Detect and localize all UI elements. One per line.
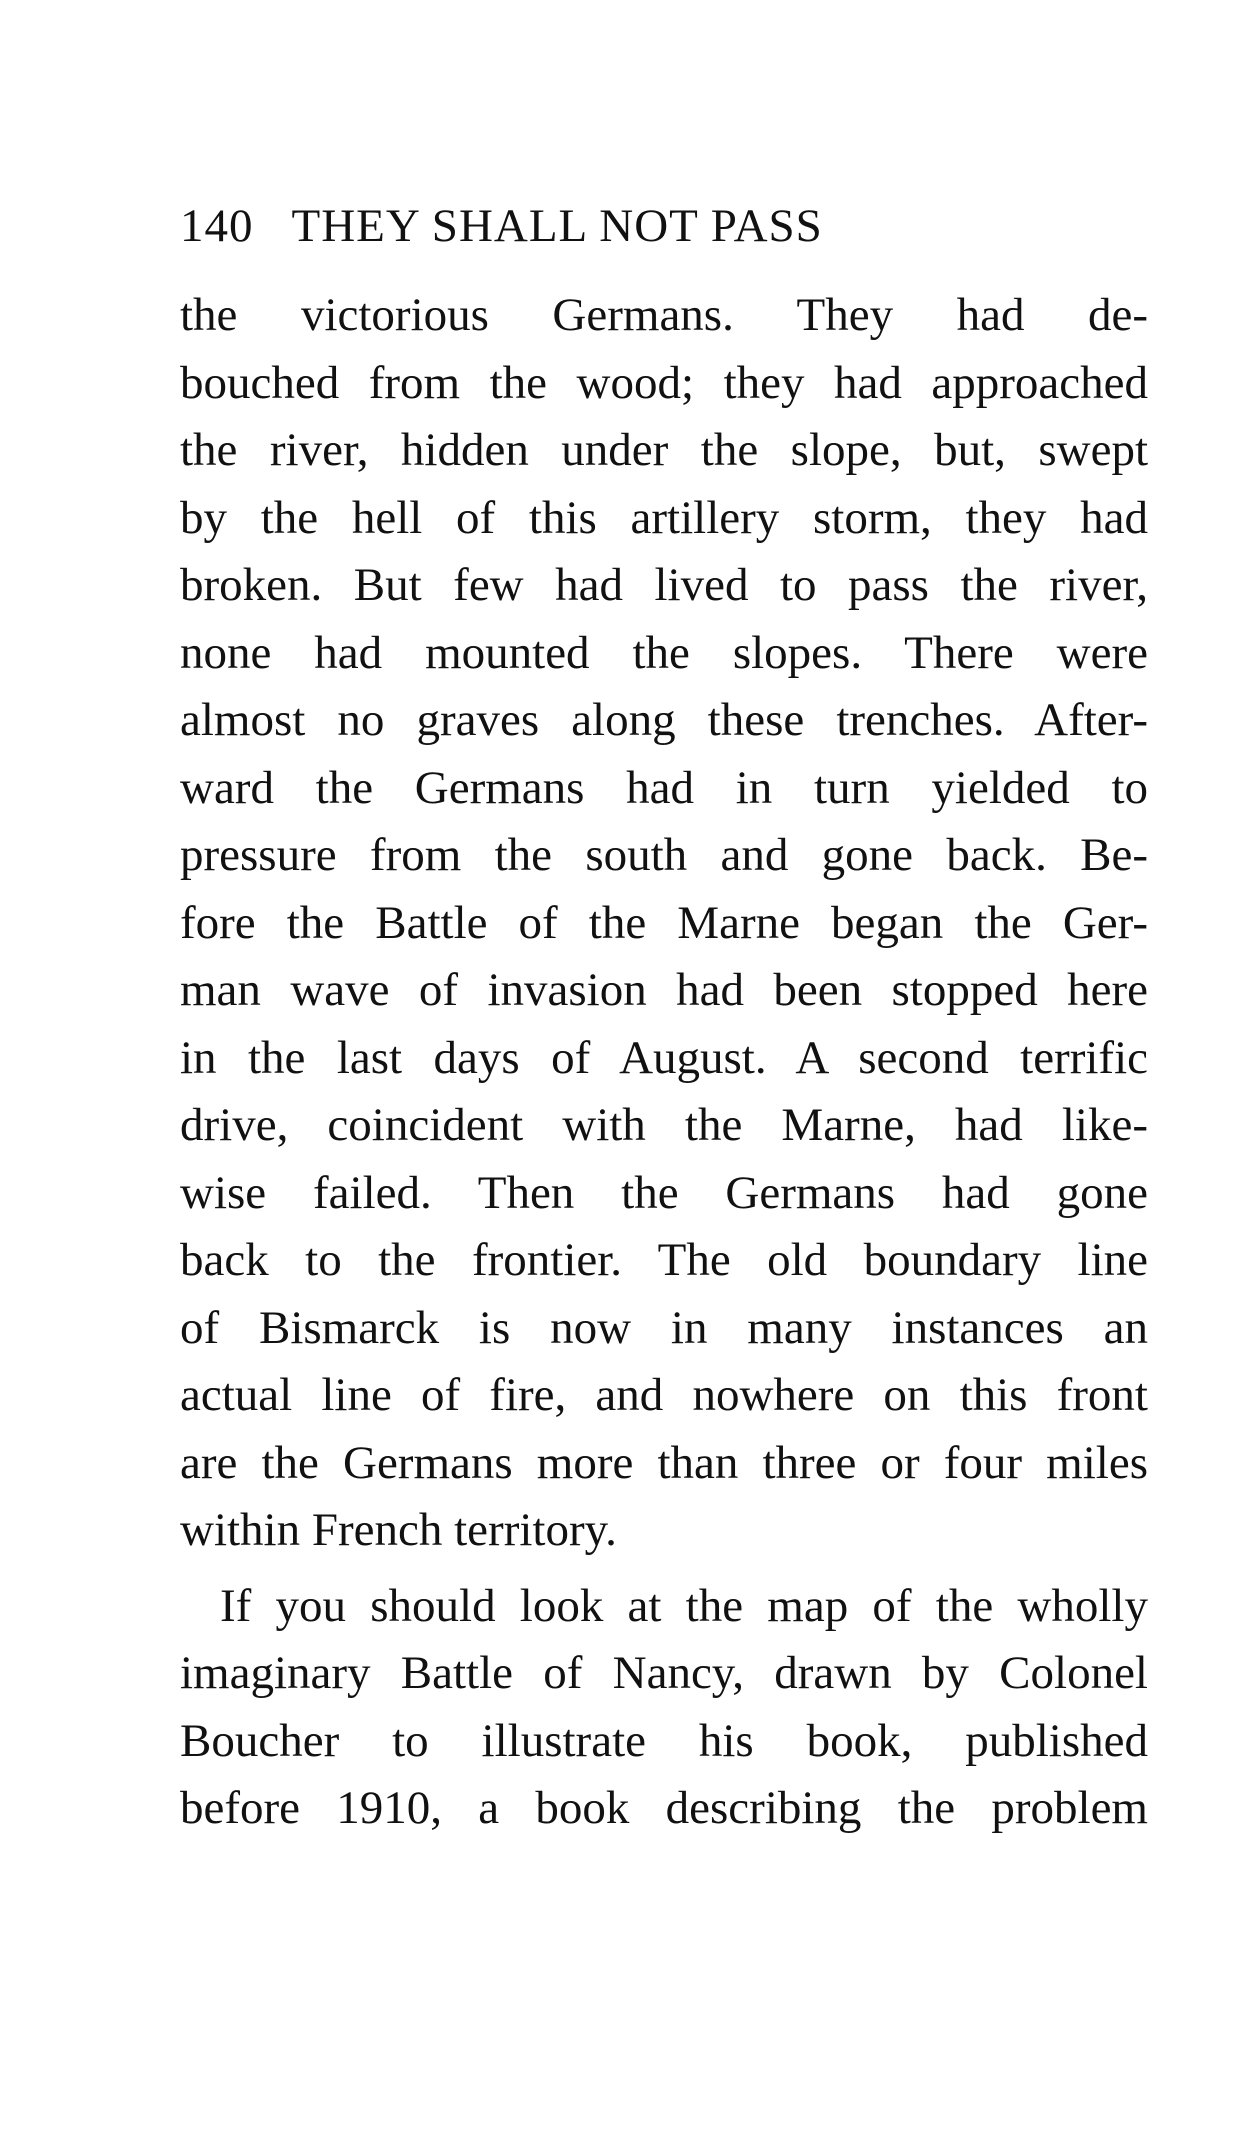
page-number: 140 xyxy=(180,200,254,252)
text-line: the victorious Germans. They had de- xyxy=(180,289,1148,341)
text-line: almost no graves along these trenches. After- xyxy=(180,694,1148,746)
text-line: drive, coincident with the Marne, had like- xyxy=(180,1099,1148,1151)
text-line: by the hell of this artillery storm, they had xyxy=(180,491,1148,544)
text-line: fore the Battle of the Marne began the Ger- xyxy=(180,896,1148,949)
text-line: ward the Germans had in turn yielded to xyxy=(180,761,1148,814)
paragraph-gap xyxy=(180,1565,1148,1573)
paragraph xyxy=(180,282,1148,1565)
text-line: back to the frontier. The old boundary line xyxy=(180,1234,1148,1286)
text-line: actual line of fire, and nowhere on this front xyxy=(180,1369,1148,1421)
text-line: none had mounted the slopes. There were xyxy=(180,626,1148,679)
text-line: man wave of invasion had been stopped here xyxy=(180,964,1148,1016)
text-line: before 1910, a book describing the problem xyxy=(180,1782,1148,1834)
text-line: bouched from the wood; they had approached xyxy=(180,356,1148,409)
text-line: pressure from the south and gone back. Be- xyxy=(180,829,1148,881)
text-line: within French territory. xyxy=(180,1504,617,1556)
text-line: of Bismarck is now in many instances an xyxy=(180,1301,1148,1354)
paragraph xyxy=(180,1573,1148,1843)
running-title: THEY SHALL NOT PASS xyxy=(291,200,823,252)
text-line: are the Germans more than three or four miles xyxy=(180,1436,1148,1489)
text-line: the river, hidden under the slope, but, swept xyxy=(180,424,1148,476)
text-line: Boucher to illustrate his book, published xyxy=(180,1714,1148,1767)
text-line: wise failed. Then the Germans had gone xyxy=(180,1166,1148,1219)
text-line: If you should look at the map of the wholly xyxy=(220,1579,1148,1632)
text-line: broken. But few had lived to pass the river, xyxy=(180,559,1148,611)
text-line: imaginary Battle of Nancy, drawn by Colonel xyxy=(180,1647,1148,1699)
text-line: in the last days of August. A second terrific xyxy=(180,1031,1148,1084)
running-head xyxy=(180,196,1000,256)
body-text xyxy=(180,282,1148,1843)
